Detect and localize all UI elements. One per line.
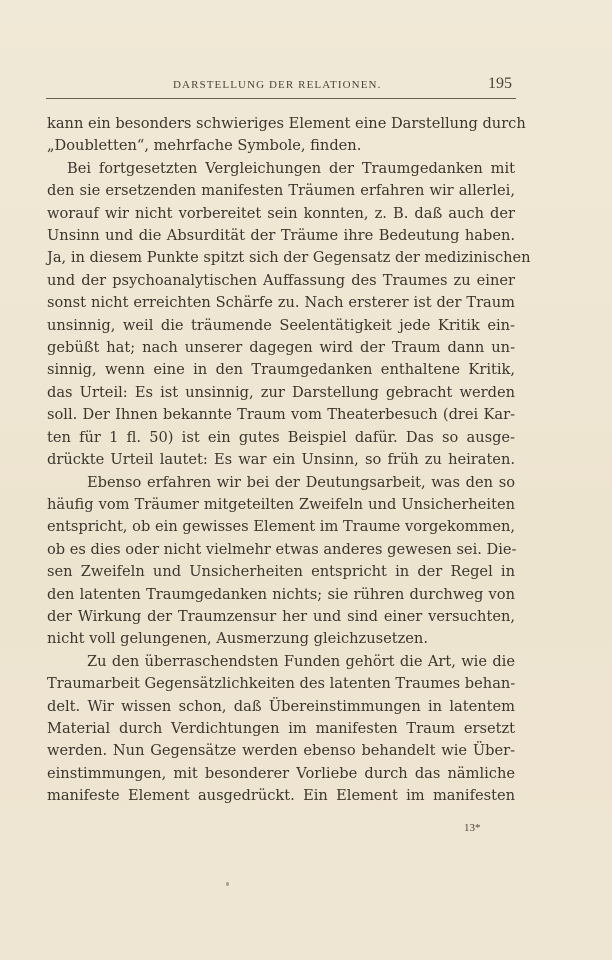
text-line: kann ein besonders schwieriges Element eine Darstellung durch — [47, 115, 526, 132]
text-line: ob es dies oder nicht vielmehr etwas anderes gewesen sei. Die- — [47, 540, 517, 558]
text-line: der Wirkung der Traumzensur her und sind einer versuchten, — [47, 607, 515, 625]
paper-spot — [226, 882, 229, 886]
body-text — [47, 113, 531, 808]
text-line: ten für 1 fl. 50) ist ein gutes Beispiel dafür. Das so ausge- — [47, 428, 515, 446]
text-line: soll. Der Ihnen bekannte Traum vom Theaterbesuch (drei Kar- — [47, 406, 515, 424]
text-line: werden. Nun Gegensätze werden ebenso behandelt wie Über- — [47, 742, 515, 760]
text-line: Zu den überraschendsten Funden gehört die Art, wie die — [87, 652, 515, 670]
text-line: sonst nicht erreichten Schärfe zu. Nach ersterer ist der Traum — [47, 294, 515, 312]
text-line: den latenten Traumgedanken nichts; sie rühren durchweg von — [47, 585, 515, 603]
text-line: Traumarbeit Gegensätzlichkeiten des latenten Traumes behan- — [47, 675, 516, 693]
text-line: das Urteil: Es ist unsinnig, zur Darstellung gebracht werden — [47, 383, 515, 401]
text-line: entspricht, ob ein gewisses Element im Traume vorgekommen, — [47, 518, 515, 536]
text-line: sen Zweifeln und Unsicherheiten entspricht in der Regel in — [47, 563, 515, 581]
header-rule — [46, 98, 516, 99]
text-line: drückte Urteil lautet: Es war ein Unsinn, so früh zu heiraten. — [47, 451, 515, 469]
text-line: „Doubletten“, mehrfache Symbole, finden. — [47, 137, 362, 155]
text-line: delt. Wir wissen schon, daß Übereinstimmungen in latentem — [47, 697, 515, 715]
running-head: DARSTELLUNG DER RELATIONEN. — [173, 79, 382, 91]
text-line: einstimmungen, mit besonderer Vorliebe durch das nämliche — [47, 764, 515, 782]
text-line: manifeste Element ausgedrückt. Ein Element im manifesten — [47, 787, 515, 805]
text-line: und der psychoanalytischen Auffassung des Traumes zu einer — [47, 271, 515, 289]
text-line: Material durch Verdichtungen im manifesten Traum ersetzt — [47, 719, 515, 737]
text-line: gebüßt hat; nach unserer dagegen wird der Traum dann un- — [47, 339, 515, 357]
text-line: häufig vom Träumer mitgeteilten Zweifeln und Unsicherheiten — [47, 495, 515, 513]
text-line: Ebenso erfahren wir bei der Deutungsarbeit, was den so — [87, 473, 515, 491]
text-line: unsinnig, weil die träumende Seelentätigkeit jede Kritik ein- — [47, 316, 515, 334]
text-line: Ja, in diesem Punkte spitzt sich der Gegensatz der medizinischen — [47, 249, 531, 267]
text-line: Unsinn und die Absurdität der Träume ihre Bedeutung haben. — [47, 227, 515, 245]
signature-mark: 13* — [464, 822, 481, 834]
text-line: nicht voll gelungenen, Ausmerzung gleichzusetzen. — [47, 630, 428, 648]
text-line: sinnig, wenn eine in den Traumgedanken enthaltene Kritik, — [47, 361, 515, 379]
text-line: den sie ersetzenden manifesten Träumen erfahren wir allerlei, — [47, 182, 515, 200]
text-line: worauf wir nicht vorbereitet sein konnten, z. B. daß auch der — [47, 204, 515, 222]
text-line: Bei fortgesetzten Vergleichungen der Traumgedanken mit — [67, 159, 515, 177]
page-header — [46, 76, 516, 98]
page-number: 195 — [488, 75, 512, 92]
